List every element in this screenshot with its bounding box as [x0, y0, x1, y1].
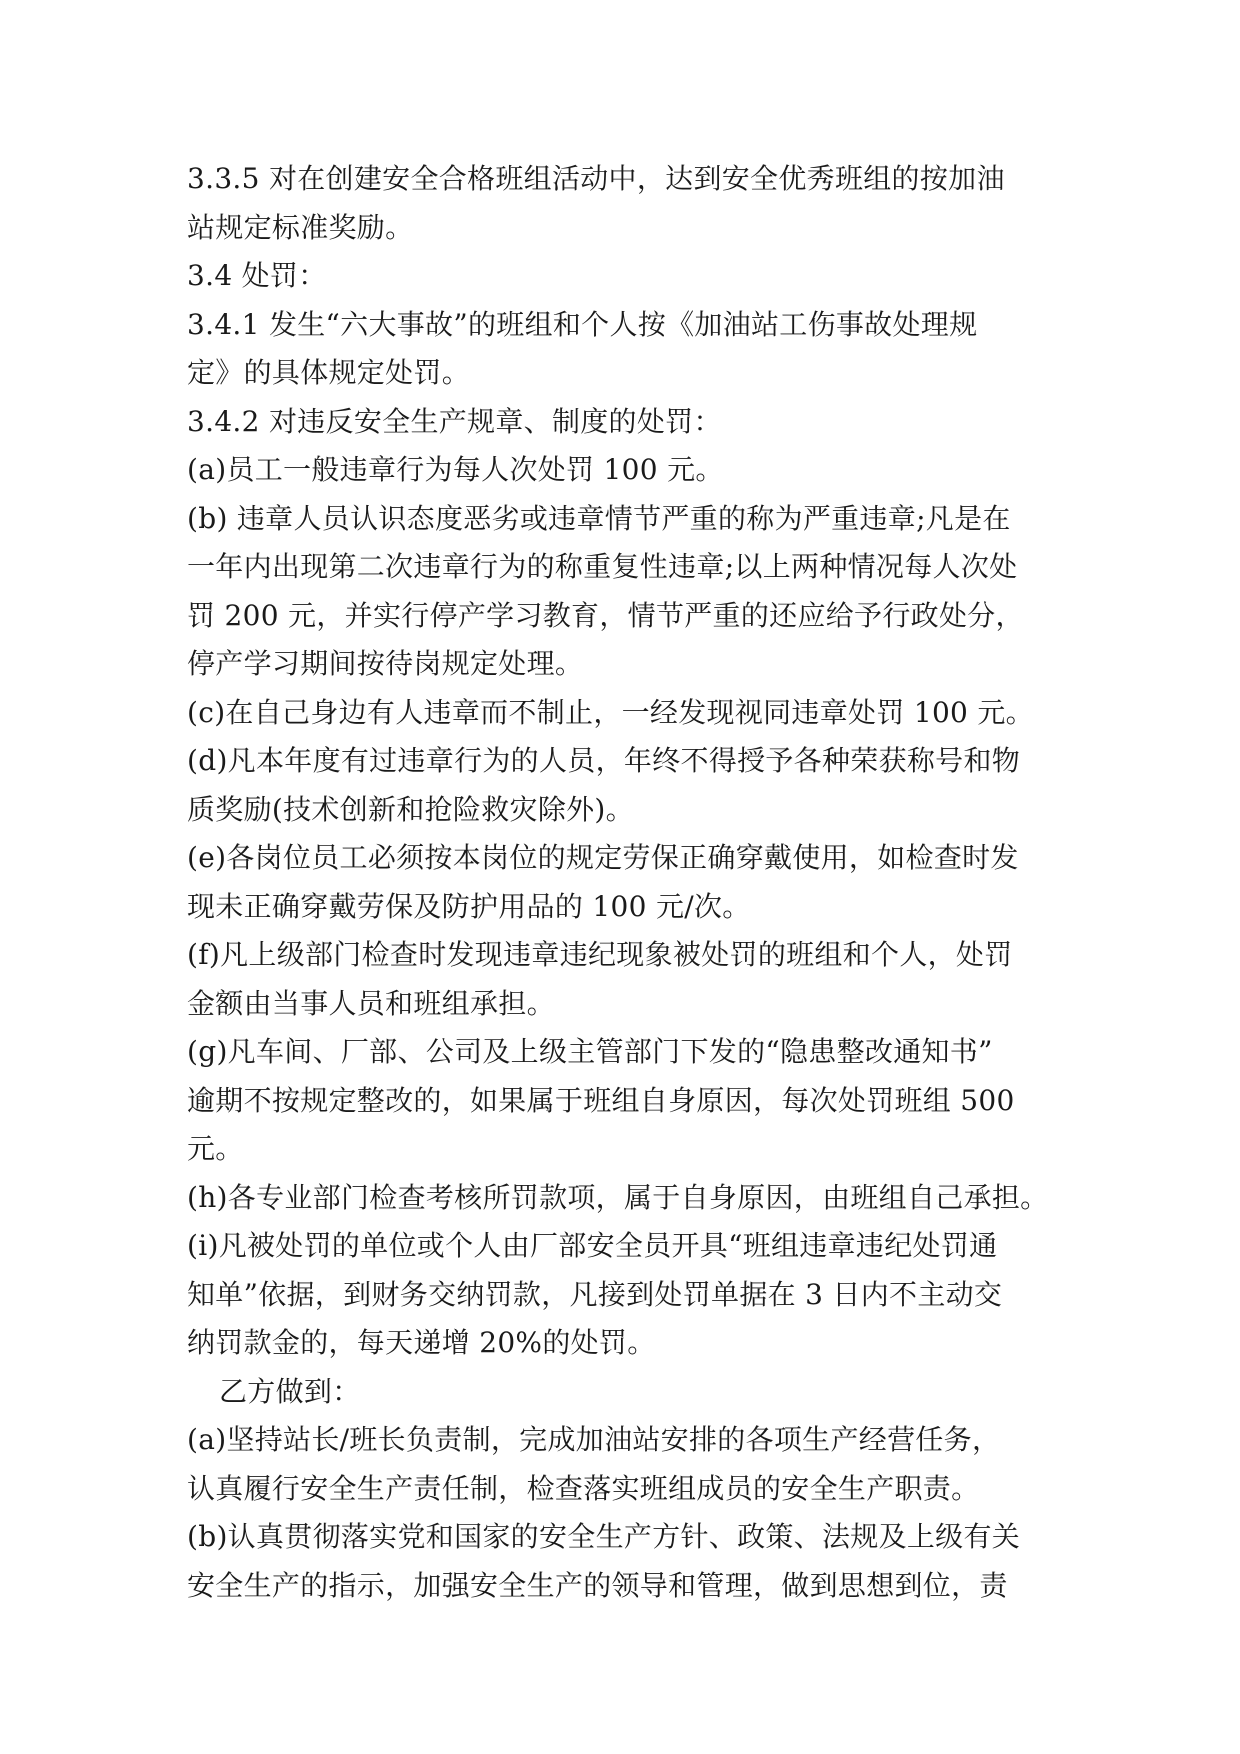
item-f-line-1: (f)凡上级部门检查时发现违章违纪现象被处罚的班组和个人，处罚 [187, 938, 1013, 971]
item-g-line-3: 元。 [187, 1132, 244, 1165]
document-body [187, 155, 1067, 1610]
party-b-item-b-line-2: 安全生产的指示，加强安全生产的领导和管理，做到思想到位，责 [187, 1568, 1008, 1602]
item-f-line-2: 金额由当事人员和班组承担。 [187, 986, 555, 1020]
party-b-heading: 乙方做到： [219, 1374, 361, 1408]
item-b-line-2: 一年内出现第二次违章行为的称重复性违章;以上两种情况每人次处 [187, 550, 1018, 583]
item-d-line-2: 质奖励(技术创新和抢险救灾除外)。 [187, 792, 634, 826]
section-3-4-heading: 3.4 处罚： [187, 259, 327, 292]
item-h-line-1: (h)各专业部门检查考核所罚款项，属于自身原因，由班组自己承担。 [187, 1180, 1049, 1214]
party-b-item-a-line-1: (a)坚持站长/班长负责制，完成加油站安排的各项生产经营任务， [187, 1423, 1001, 1456]
item-g-line-1: (g)凡车间、厂部、公司及上级主管部门下发的“隐患整改通知书” [187, 1035, 993, 1068]
party-b-item-a-line-2: 认真履行安全生产责任制，检查落实班组成员的安全生产职责。 [187, 1471, 980, 1505]
item-a-line-1: (a)员工一般违章行为每人次处罚 100 元。 [187, 453, 724, 486]
item-e-line-2: 现未正确穿戴劳保及防护用品的 100 元/次。 [187, 889, 751, 923]
item-i-line-3: 纳罚款金的，每天递增 20%的处罚。 [187, 1326, 656, 1359]
party-b-item-b-line-1: (b)认真贯彻落实党和国家的安全生产方针、政策、法规及上级有关 [187, 1520, 1021, 1553]
clause-3-4-1-line-2: 定》的具体规定处罚。 [187, 356, 471, 389]
item-b-line-3: 罚 200 元，并实行停产学习教育，情节严重的还应给予行政处分， [187, 598, 1024, 632]
item-i-line-2: 知单”依据，到财务交纳罚款，凡接到处罚单据在 3 日内不主动交 [187, 1277, 1003, 1311]
item-d-line-1: (d)凡本年度有过违章行为的人员，年终不得授予各种荣获称号和物 [187, 744, 1021, 777]
item-g-line-2: 逾期不按规定整改的，如果属于班组自身原因，每次处罚班组 500 [187, 1083, 1015, 1117]
clause-3-3-5-line-2: 站规定标准奖励。 [187, 210, 414, 244]
item-e-line-1: (e)各岗位员工必须按本岗位的规定劳保正确穿戴使用，如检查时发 [187, 841, 1019, 874]
item-b-line-1: (b) 违章人员认识态度恶劣或违章情节严重的称为严重违章;凡是在 [187, 501, 1011, 535]
item-b-line-4: 停产学习期间按待岗规定处理。 [187, 647, 584, 680]
clause-3-3-5-line-1: 3.3.5 对在创建安全合格班组活动中，达到安全优秀班组的按加油 [187, 162, 1005, 195]
clause-3-4-2-heading: 3.4.2 对违反安全生产规章、制度的处罚： [187, 404, 722, 438]
clause-3-4-1-line-1: 3.4.1 发生“六大事故”的班组和个人按《加油站工伤事故处理规 [187, 307, 978, 341]
item-i-line-1: (i)凡被处罚的单位或个人由厂部安全员开具“班组违章违纪处罚通 [187, 1229, 998, 1262]
item-c-line-1: (c)在自己身边有人违章而不制止，一经发现视同违章处罚 100 元。 [187, 695, 1034, 729]
